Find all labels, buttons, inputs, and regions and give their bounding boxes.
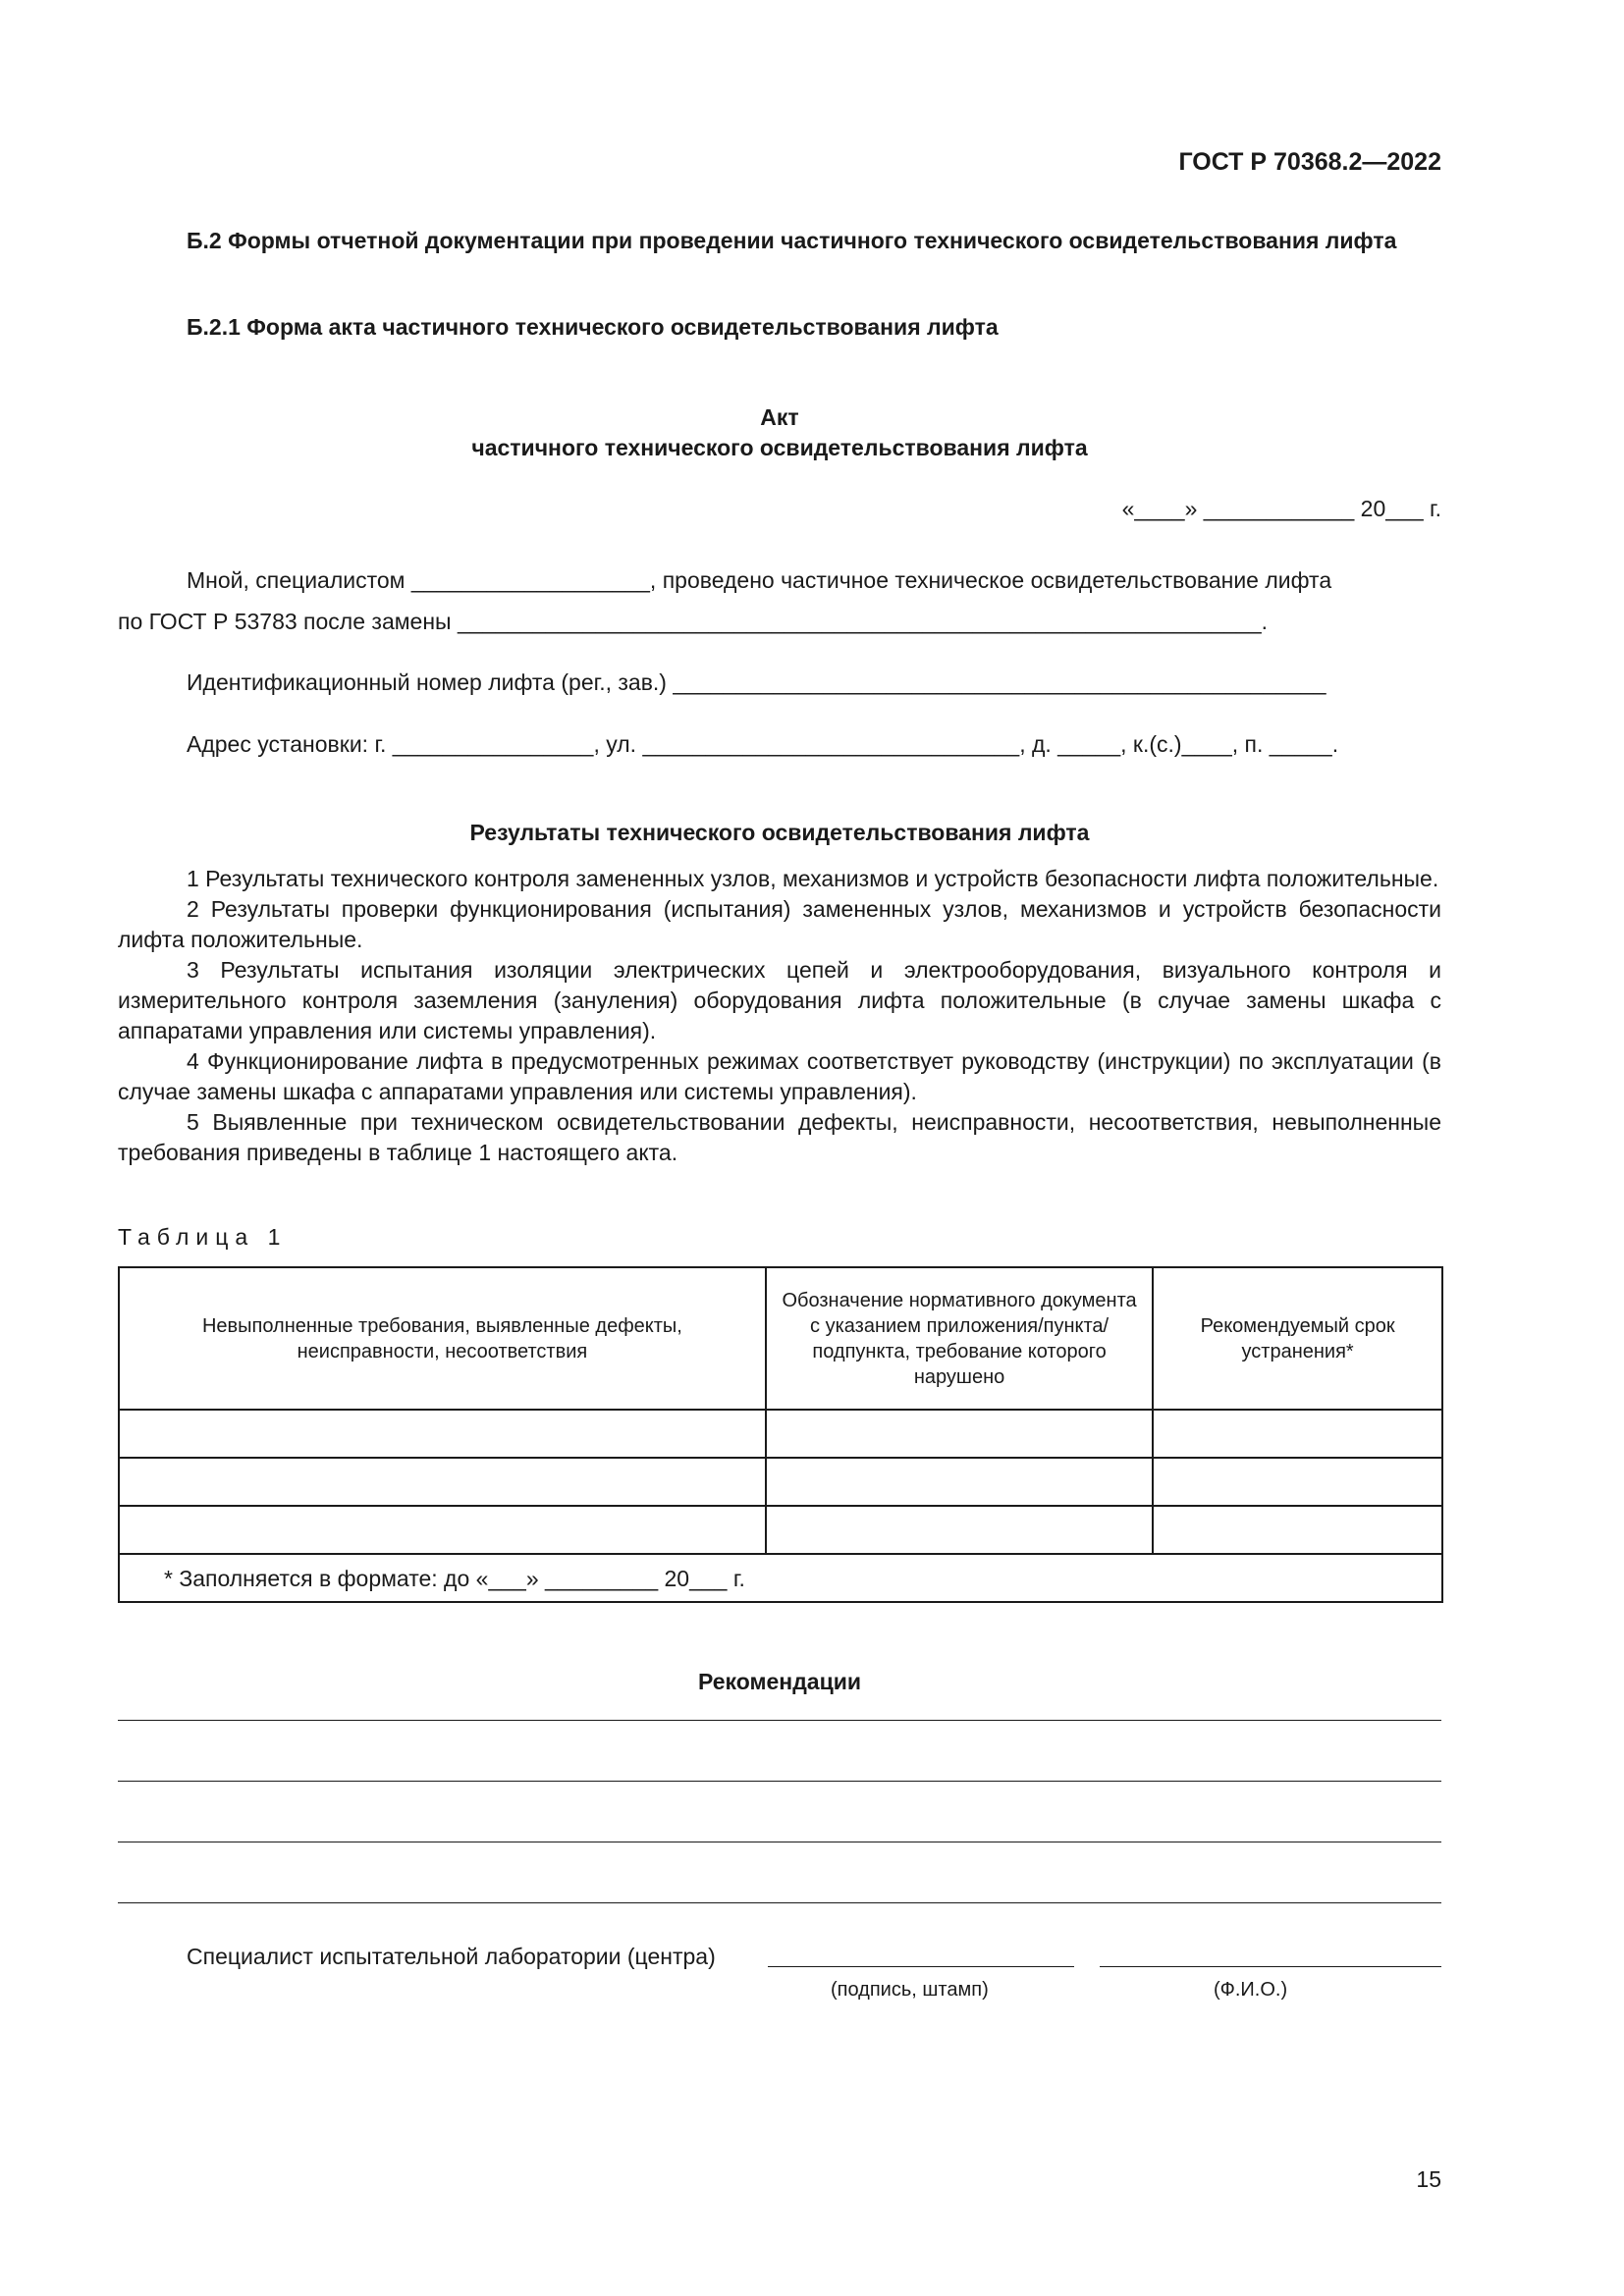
signature-label: Специалист испытательной лаборатории (центра) — [187, 1944, 716, 1969]
table-footnote: * Заполняется в формате: до «___» _________ 20___ г. — [119, 1554, 1442, 1602]
date-field[interactable]: «____» ____________ 20___ г. — [1121, 496, 1441, 521]
column-header-deadline: Рекомендуемый срок устранения* — [1153, 1267, 1442, 1410]
recommendations-heading: Рекомендации — [697, 1669, 862, 1694]
table-row — [119, 1458, 1442, 1506]
table-cell[interactable] — [766, 1410, 1153, 1458]
name-line[interactable] — [1100, 1966, 1441, 1967]
results-heading: Результаты технического освидетельствования лифта — [469, 820, 1090, 845]
name-caption: (Ф.И.О.) — [1214, 1979, 1288, 2001]
section-heading-b2: Б.2 Формы отчетной документации при проведении частичного технического освидетельствования лифта — [187, 228, 1397, 253]
table-caption: Таблица 1 — [118, 1224, 288, 1250]
recommendation-line-4[interactable] — [118, 1902, 1441, 1903]
defects-table — [118, 1266, 1443, 1603]
table-cell[interactable] — [119, 1458, 766, 1506]
specialist-field[interactable]: Мной, специалистом ___________________, проведено частичное техническое освидетельствование лифта — [187, 567, 1332, 593]
address-field[interactable]: Адрес установки: г. ________________, ул. ______________________________, д. _____, к.(с.)____, п. _____. — [187, 731, 1339, 757]
result-item-5: 5 Выявленные при техническом освидетельствовании дефекты, неисправности, несоответствия, невыполненные требования приведены в таблице 1 настоящего акта. — [118, 1109, 1441, 1165]
table-cell[interactable] — [1153, 1458, 1442, 1506]
signature-line[interactable] — [768, 1966, 1074, 1967]
signature-caption: (подпись, штамп) — [831, 1979, 989, 2001]
table-cell[interactable] — [119, 1410, 766, 1458]
results-list — [118, 864, 1441, 1168]
result-item-4: 4 Функционирование лифта в предусмотренных режимах соответствует руководству (инструкции) по эксплуатации (в случае замены шкафа с аппаратами управления или системы управления). — [118, 1048, 1441, 1104]
section-heading-b21: Б.2.1 Форма акта частичного технического освидетельствования лифта — [187, 314, 999, 340]
result-item-2: 2 Результаты проверки функционирования (испытания) замененных узлов, механизмов и устройств безопасности лифта положительные. — [118, 896, 1441, 952]
table-row — [119, 1410, 1442, 1458]
table-footnote-row — [119, 1554, 1442, 1602]
table-header-row — [119, 1267, 1442, 1410]
act-title: Акт — [760, 404, 799, 430]
table-cell[interactable] — [1153, 1506, 1442, 1554]
table-cell[interactable] — [119, 1506, 766, 1554]
document-code: ГОСТ Р 70368.2—2022 — [1178, 148, 1441, 176]
table-cell[interactable] — [766, 1458, 1153, 1506]
result-item-3: 3 Результаты испытания изоляции электрических цепей и электрооборудования, визуального контроля и измерительного контроля заземления (зануления) оборудования лифта положительные (в случае замены шкафа с аппаратами управления или системы управления). — [118, 957, 1441, 1043]
result-item-1: 1 Результаты технического контроля замененных узлов, механизмов и устройств безопасности лифта положительные. — [187, 866, 1439, 891]
table-row — [119, 1506, 1442, 1554]
table-cell[interactable] — [766, 1506, 1153, 1554]
act-subtitle: частичного технического освидетельствования лифта — [471, 435, 1088, 460]
page-number: 15 — [1416, 2166, 1441, 2192]
lift-id-field[interactable]: Идентификационный номер лифта (рег., зав.) ____________________________________________________ — [187, 669, 1326, 695]
column-header-normative-doc: Обозначение нормативного документа с указанием приложения/пункта/подпункта, требование которого нарушено — [766, 1267, 1153, 1410]
column-header-defects: Невыполненные требования, выявленные дефекты, неисправности, несоответствия — [119, 1267, 766, 1410]
recommendation-line-2[interactable] — [118, 1781, 1441, 1782]
replacement-field[interactable]: по ГОСТ Р 53783 после замены ________________________________________________________________. — [118, 609, 1269, 634]
recommendation-line-1[interactable] — [118, 1720, 1441, 1721]
table-cell[interactable] — [1153, 1410, 1442, 1458]
